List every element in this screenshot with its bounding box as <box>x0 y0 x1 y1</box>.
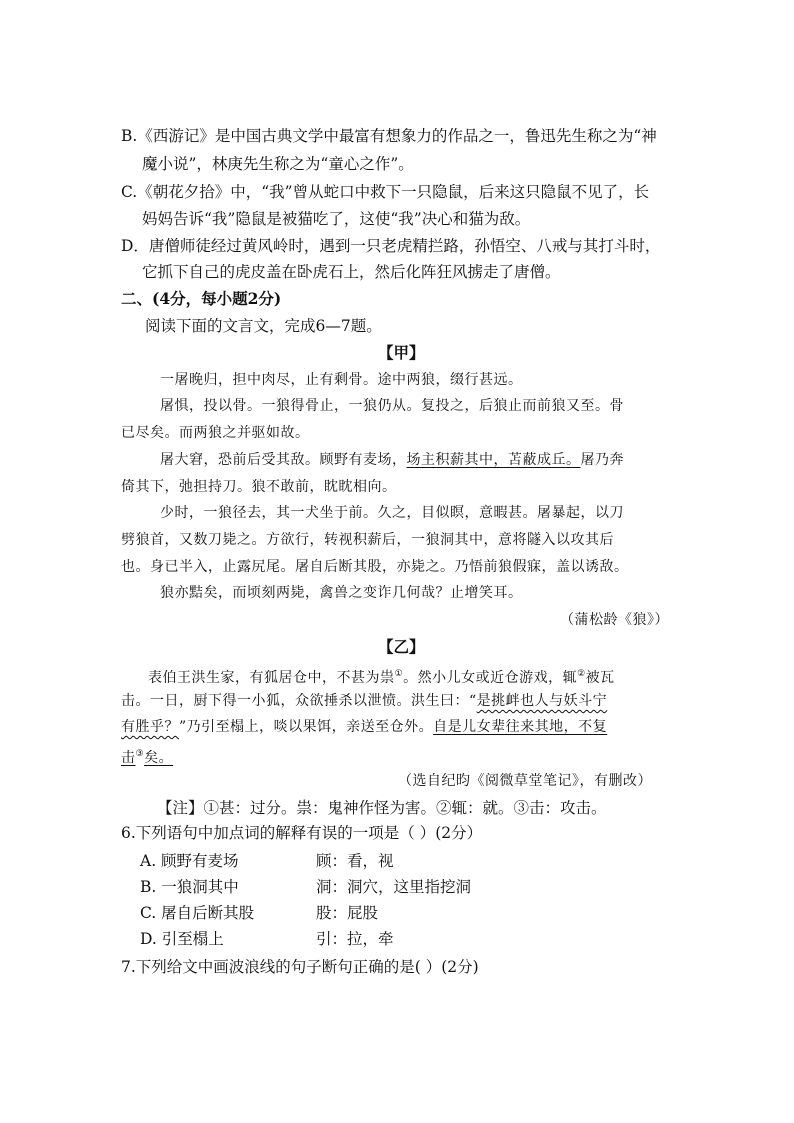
jia-source: （蒲松龄《狼》） <box>560 612 669 628</box>
jia-paragraph-2a: 屠惧，投以骨。一狼得骨止，一狼仍从。复投之，后狼止而前狼又至。骨 <box>160 398 624 414</box>
underlined-sentence-yi: 自是儿女辈往来其地，不复 <box>433 719 608 735</box>
option-b-line1: B.《西游记》是中国古典文学中最富有想象力的作品之一，鲁迅先生称之为“神 <box>121 127 657 145</box>
yi-line-4: 击③矣。 <box>121 749 174 766</box>
jia-paragraph-4b: 劈狼首，又数刀毙之。方欲行，转视积薪后，一狼洞其中，意将隧入以攻其后 <box>121 532 614 548</box>
yi-source: （选自纪昀《阅微草堂笔记》，有删改） <box>398 773 652 789</box>
annotation-note: 【注】①甚：过分。祟：鬼神作怪为害。②辄：就。③击：攻击。 <box>157 799 607 817</box>
jia-paragraph-1: 一屠晚归，担中肉尽，止有剩骨。途中两狼，缀行甚远。 <box>160 372 523 388</box>
q6-option-a: A. 顾野有麦场 <box>140 852 239 870</box>
q6-option-c-gloss: 股：屁股 <box>316 904 379 922</box>
yi-line-1: 表伯王洪生家，有狐居仓中，不甚为祟①。然小儿女或近仓游戏，辄②被瓦 <box>148 669 615 686</box>
q6-option-c: C. 屠自后断其股 <box>140 904 255 922</box>
q6-option-d: D. 引至榻上 <box>140 930 224 948</box>
text-yi-title: 【乙】 <box>378 637 425 656</box>
jia-paragraph-4a: 少时，一狼径去，其一犬坐于前。久之，目似瞑，意暇甚。屠暴起，以刀 <box>160 505 624 521</box>
option-c-line1: C.《朝花夕拾》中，“我”曾从蛇口中救下一只隐鼠，后来这只隐鼠不见了，长 <box>121 183 650 201</box>
question-7-stem: 7.下列给文中画波浪线的句子断句正确的是( ）(2分) <box>121 958 479 976</box>
option-c-line2: 妈妈告诉“我”隐鼠是被猫吃了，这使“我”决心和猫为敌。 <box>142 210 531 228</box>
wavy-sentence: 是挑衅也人与妖斗宁 <box>476 693 608 709</box>
text-jia-title: 【甲】 <box>378 343 425 362</box>
jia-paragraph-2b: 已尽矣。而两狼之并驱如故。 <box>121 425 310 441</box>
yi-line-3: 有胜乎？”乃引至榻上，啖以果饵，亲送至仓外。自是儿女辈往来其地，不复 <box>121 719 608 735</box>
q6-option-b-gloss: 洞：洞穴，这里指挖洞 <box>316 878 472 896</box>
yi-line-2: 击。一日，厨下得一小狐，众欲捶杀以泄愤。洪生曰：“是挑衅也人与妖斗宁 <box>121 693 608 709</box>
q6-option-d-gloss: 引：拉，牵 <box>316 930 394 948</box>
option-d-line1: D．唐僧师徒经过黄风岭时，遇到一只老虎精拦路，孙悟空、八戒与其打斗时， <box>121 237 661 255</box>
jia-paragraph-4c: 也。身已半入，止露尻尾。屠自后断其股，亦毙之。乃悟前狼假寐，盖以诱敌。 <box>121 559 629 575</box>
question-6-stem: 6.下列语句中加点词的解释有误的一项是（ ）(2分） <box>121 824 483 842</box>
q6-option-b: B. 一狼洞其中 <box>140 878 239 896</box>
reading-instruction: 阅读下面的文言文，完成6—7题。 <box>145 317 382 335</box>
wavy-sentence-end: 有胜乎？ <box>121 719 179 735</box>
jia-paragraph-3a: 屠大窘，恐前后受其敌。顾野有麦场，场主积薪其中，苫蔽成丘。屠乃奔 <box>160 452 624 468</box>
underlined-sentence: 场主积薪其中，苫蔽成丘。 <box>406 452 581 468</box>
option-b-line2: 魔小说”，林庚先生称之为“童心之作”。 <box>142 155 414 173</box>
q6-option-a-gloss: 顾：看，视 <box>316 852 394 870</box>
option-d-line2: 它抓下自己的虎皮盖在卧虎石上，然后化阵狂风掳走了唐僧。 <box>142 263 561 281</box>
section-heading: 二、(4分，每小题2分) <box>121 289 282 308</box>
jia-paragraph-3b: 倚其下，弛担持刀。狼不敢前，眈眈相向。 <box>121 479 397 495</box>
jia-paragraph-5: 狼亦黠矣，而顷刻两毙，禽兽之变诈几何哉？止增笑耳。 <box>160 585 523 601</box>
